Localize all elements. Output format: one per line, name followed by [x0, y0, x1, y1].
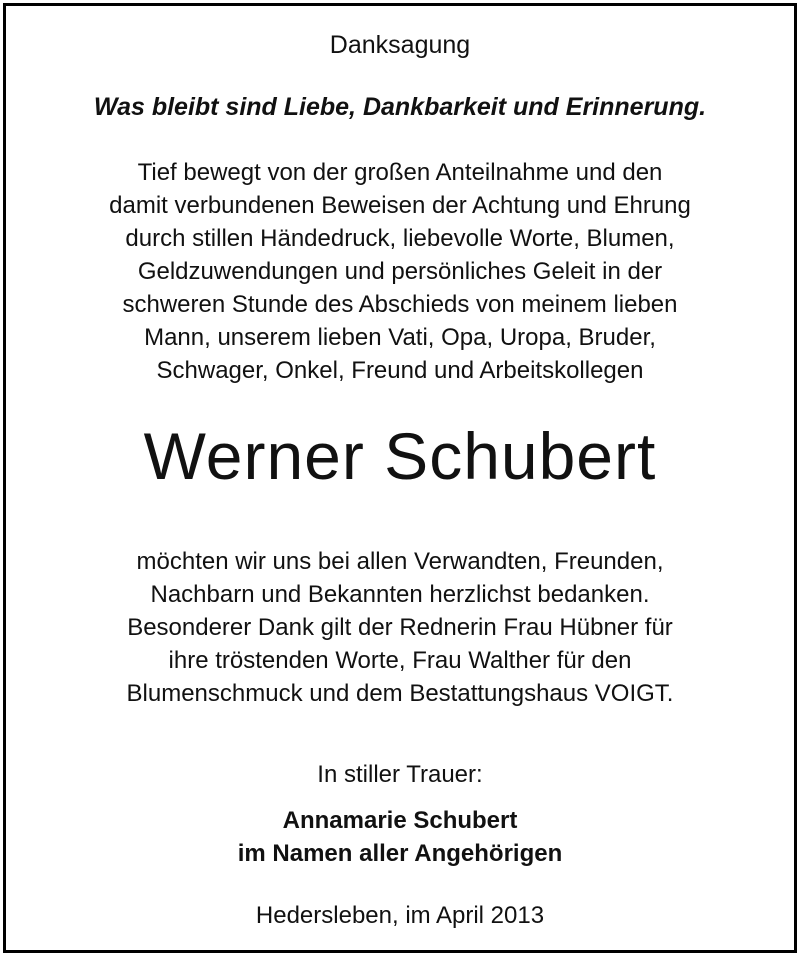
intro-line: Geldzuwendungen und persönliches Geleit in der — [137, 258, 663, 285]
intro-line: schweren Stunde des Abschieds von meinem lieben — [122, 291, 678, 318]
notice-frame — [3, 3, 797, 953]
place-date: Hedersleben, im April 2013 — [255, 902, 545, 929]
heading: Danksagung — [329, 31, 471, 59]
thanks-line: ihre tröstenden Worte, Frau Walther für den — [168, 647, 632, 674]
thanks-line: Nachbarn und Bekannten herzlichst bedanken. — [150, 581, 650, 608]
thanks-line: Blumenschmuck und dem Bestattungshaus VOIGT. — [126, 680, 674, 707]
thanks-line: möchten wir uns bei allen Verwandten, Freunden, — [136, 548, 664, 575]
signatory-line: im Namen aller Angehörigen — [237, 840, 563, 867]
motto: Was bleibt sind Liebe, Dankbarkeit und Erinnerung. — [93, 93, 707, 121]
intro-line: damit verbundenen Beweisen der Achtung und Ehrung — [109, 192, 691, 219]
signatory-name: Annamarie Schubert — [282, 807, 518, 834]
intro-line: Tief bewegt von der großen Anteilnahme und den — [137, 159, 663, 186]
deceased-name: Werner Schubert — [143, 419, 657, 493]
intro-line: Schwager, Onkel, Freund und Arbeitskollegen — [156, 357, 644, 384]
intro-line: Mann, unserem lieben Vati, Opa, Uropa, Bruder, — [144, 324, 656, 351]
mourning-label: In stiller Trauer: — [317, 761, 483, 788]
thanks-line: Besonderer Dank gilt der Rednerin Frau Hübner für — [127, 614, 673, 641]
intro-line: durch stillen Händedruck, liebevolle Worte, Blumen, — [125, 225, 675, 252]
